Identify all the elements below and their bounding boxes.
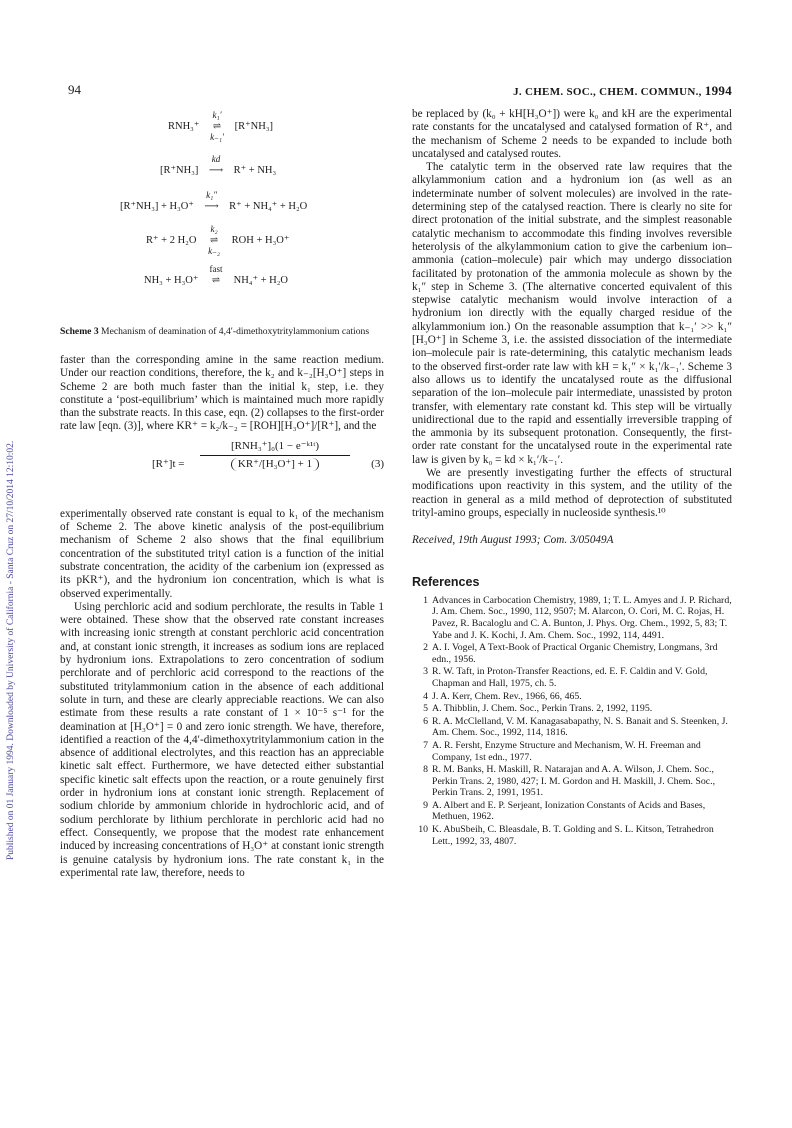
- equation-number: (3): [371, 457, 384, 470]
- reaction-1: [168, 110, 273, 142]
- reaction-2: [160, 154, 277, 177]
- reference-text: A. R. Fersht, Enzyme Structure and Mechanism, W. H. Freeman and Company, 1st edn., 1977.: [432, 739, 701, 763]
- reference-text: R. M. Banks, H. Maskill, R. Natarajan and A. A. Wilson, J. Chem. Soc., Perkin Trans. 2, 1980, 427; I. M. Gordon and H. Maskill, J. Chem. Soc., Perkin Trans. 2, 1991, 1951.: [432, 764, 716, 799]
- reaction-5: [144, 264, 288, 287]
- rate-constant: k₁′: [212, 110, 222, 120]
- rate-constant: k₁″: [206, 190, 217, 200]
- reference-text: R. A. McClelland, V. M. Kanagasabapathy, N. S. Banait and S. Steenken, J. Am. Chem. Soc., 1992, 114, 1816.: [432, 715, 728, 739]
- reference-number: 9: [423, 799, 428, 811]
- rate-constant: k₂: [210, 224, 218, 234]
- reference-text: J. A. Kerr, Chem. Rev., 1966, 66, 465.: [432, 690, 582, 702]
- reference-text: A. Thibblin, J. Chem. Soc., Perkin Trans. 2, 1992, 1195.: [432, 703, 653, 715]
- equation-numerator: [RNH₃⁺]₀(1 − e⁻ᵏ¹ᵗ): [200, 440, 350, 456]
- equation-denominator: [200, 456, 350, 471]
- reference-item: [412, 740, 732, 763]
- reference-text: Advances in Carbocation Chemistry, 1989, 1; T. L. Amyes and J. P. Richard, J. Am. Chem. Soc., 1990, 112, 9507; M. Alarcon, O. Cori, M. C. Rojas, H. Pavez, R. Bacaloglu and C. A. Bunton, J. Phys. Org. Chem., 1992, 5, 83; T. Yabe and J. K. Kochi, J. Am. Chem. Soc., 1992, 114, 4491.: [432, 594, 732, 641]
- reaction-4: [146, 224, 290, 256]
- forward-arrow: kd ⟶: [201, 164, 231, 177]
- scheme-caption: [60, 326, 384, 338]
- reference-text: A. I. Vogel, A Text-Book of Practical Organic Chemistry, Longmans, 3rd edn., 1956.: [432, 642, 718, 665]
- page-number: 94: [68, 82, 81, 97]
- reaction-4-product: ROH + H₃O⁺: [231, 235, 290, 246]
- reference-number: 3: [423, 666, 428, 678]
- references-heading: References: [412, 574, 480, 589]
- reference-number: 8: [423, 764, 428, 776]
- reference-item: [412, 703, 732, 715]
- equilibrium-arrow: k₁′ ⇌ k₋₁′: [202, 120, 232, 133]
- reference-item: [412, 764, 732, 799]
- reaction-4-reactant: R⁺ + 2 H₂O: [146, 235, 197, 246]
- forward-arrow: k₁″ ⟶: [197, 200, 227, 213]
- journal-title: J. CHEM. SOC., CHEM. COMMUN.,: [513, 86, 702, 98]
- reference-number: 4: [423, 690, 428, 702]
- reaction-1-product: [R⁺NH₃]: [234, 121, 273, 132]
- reference-item: [412, 691, 732, 703]
- left-paragraph-2: experimentally observed rate constant is equal to k₁ of the mechanism of Scheme 2. The above kinetic analysis of the post-equilibrium mechanism of Scheme 2 also shows that the final equilibrium concentration of the substituted trityl cation is a function of the initial substrate concentration, the acidity of the carbenium ion (expressed as its pKR⁺), and the hydronium ion concentration, which is what is observed experimentally.: [60, 507, 384, 600]
- reference-number: 5: [423, 703, 428, 715]
- left-paragraph-3: Using perchloric acid and sodium perchlorate, the results in Table 1 were obtained. These show that the observed rate constant increases with increasing ionic strength at constant perchloric acid concentration and, at constant ionic strength, it increases as sodium ions are replaced by hydronium ions. Extrapolations to zero concentration of sodium perchlorate and of perchloric acid correspond to the reactions of the substituted tritylammonium cation in the absence of each additional solute in turn, and these are clearly appreciable reactions. We can also estimate from these results a rate constant of 1 × 10⁻⁵ s⁻¹ for the deamination at [H₃O⁺] = 0 and zero ionic strength. We have, therefore, identified a reaction of the 4,4′-dimethoxytritylammonium cation in the absence of additional electrolytes, and this reaction has an appreciable kinetic salt effect. Furthermore, we have detected either substantial specific kinetic salt effects upon the reaction, or a route genuinely first order in hydronium ions at constant ionic strength. Replacement of sodium chloride by ammonium chloride in hydrochloric acid, and of sodium perchlorate by lithium perchlorate in perchloric acid had no effect. Consequently, we propose that the modest rate enhancement induced by increasing concentrations of H₃O⁺ at constant ionic strength is genuine catalysis by hydronium ions. The rate constant k₁ in the experimental rate law, therefore, needs to: [60, 600, 384, 879]
- reference-item: [412, 642, 732, 665]
- rate-constant: k₋₁′: [210, 132, 224, 142]
- equation-lhs: [R⁺]t =: [152, 457, 185, 470]
- caption-label: Scheme 3: [60, 326, 99, 337]
- reference-text: K. AbuSbeih, C. Bleasdale, B. T. Golding and S. L. Kitson, Tetrahedron Lett., 1992, 33, 4807.: [432, 824, 714, 847]
- reaction-2-product: R⁺ + NH₃: [233, 165, 277, 176]
- right-paragraph-1: be replaced by (k₀ + kH[H₃O⁺]) were k₀ and kH are the experimental rate constants for the uncatalysed and catalysed formation of R⁺, and the mechanism of Scheme 2 needs to be expanded to include both uncatalysed and catalysed routes.: [412, 108, 732, 160]
- right-paragraph-3: We are presently investigating further the effects of structural modifications upon reactivity in this system, and the utility of the reaction in general as a mild method of deprotection of substituted trityl-amino groups, especially in nucleoside synthesis.¹⁰: [412, 467, 732, 519]
- reference-item: [412, 595, 732, 641]
- caption-text: Mechanism of deamination of 4,4′-dimethoxytritylammonium cations: [101, 326, 370, 337]
- received-line: Received, 19th August 1993; Com. 3/05049A: [412, 534, 614, 547]
- equilibrium-arrow: k₂ ⇌ k₋₂: [199, 234, 229, 247]
- reference-item: [412, 800, 732, 823]
- scheme-3: [60, 108, 384, 320]
- reference-number: 7: [423, 739, 428, 751]
- reaction-3-product: R⁺ + NH₄⁺ + H₂O: [229, 201, 308, 212]
- reference-text: R. W. Taft, in Proton-Transfer Reactions, ed. E. F. Caldin and V. Gold, Chapman and Hall, 1975, ch. 5.: [432, 666, 708, 689]
- left-column: [60, 108, 384, 880]
- rate-constant: kd: [211, 154, 221, 164]
- left-paragraph-1: faster than the corresponding amine in the same reaction medium. Under our reaction conditions, therefore, the k₂ and k₋₂[H₃O⁺] steps in Scheme 2 are both much faster than the initial k₁ step, i.e. they constitute a ‘post-equilibrium’ which is maintained much more rapidly than the substrate reacts. In this case, eqn. (2) collapses to the first-order rate law [eqn. (3)], where KR⁺ = k₂/k₋₂ = [ROH][H₃O⁺]/[R⁺], and the: [60, 354, 384, 433]
- reference-text: A. Albert and E. P. Serjeant, Ionization Constants of Acids and Bases, Methuen, 1962.: [432, 799, 706, 823]
- reference-number: 6: [423, 715, 428, 727]
- equation-3: [60, 440, 384, 502]
- reaction-5-reactant: NH₃ + H₃O⁺: [144, 275, 199, 286]
- reference-number: 2: [423, 642, 428, 654]
- rate-constant: k₋₂: [208, 246, 220, 256]
- journal-header: [513, 83, 732, 99]
- reference-number: 10: [418, 824, 428, 836]
- reaction-3-reactant: [R⁺NH₃] + H₃O⁺: [120, 201, 194, 212]
- rate-label: fast: [209, 264, 223, 274]
- right-column: [412, 108, 732, 848]
- reference-item: [412, 716, 732, 739]
- reaction-2-reactant: [R⁺NH₃]: [160, 165, 199, 176]
- reference-number: 1: [423, 594, 428, 606]
- equilibrium-arrow: fast ⇌: [201, 274, 231, 287]
- equation-fraction: [200, 440, 350, 472]
- references-list: [412, 595, 732, 847]
- equation-denominator-text: KR⁺/[H₃O⁺] + 1: [231, 458, 319, 471]
- download-note[interactable]: Published on 01 January 1994. Downloaded by University of California - Santa Cruz on 27/10/2014 12:10:02.: [6, 440, 16, 860]
- reference-item: [412, 824, 732, 847]
- reaction-5-product: NH₄⁺ + H₂O: [233, 275, 288, 286]
- reaction-3: [120, 190, 308, 213]
- reaction-1-reactant: RNH₃⁺: [168, 121, 200, 132]
- reference-item: [412, 666, 732, 689]
- journal-year: 1994: [704, 83, 732, 98]
- right-paragraph-2: The catalytic term in the observed rate law requires that the alkylammonium cation and a hydronium ion (as well as an indeterminate number of solvent molecules) are involved in the rate-determining step of the catalysed reaction. There is clearly no site for direct protonation of the initial substrate, and the simplest reasonable catalytic mechanism to accommodate this finding involves reversible heterolysis of the alkylammonium cation to give the carbenium ion–ammonia (cation–molecule) pair which may undergo dissociation facilitated by protonation of the ammonia molecule as shown by the k₁″ step in Scheme 3. (The alternative concerted equivalent of this stepwise catalytic mechanism would involve interaction of a hydronium ion directly with the equally charged residue of the alkylammonium ion.) On the reasonable assumption that k₋₁′ >> k₁″[H₃O⁺] in Scheme 3, i.e. the assisted dissociation of the intermediate ion–molecule pair is rate-determining, this catalytic mechanism leads to the observed first-order rate law with kH = k₁″ × k₁′/k₋₁′. Scheme 3 also allows us to identify the uncatalysed route as the diffusional separation of the ion–molecule pair intermediate, unassisted by proton transfer, with elementary rate constant kd. This step will be virtually unidirectional due to the rapid and essentially irreversible trapping of the ammonia by its subsequent protonation. Consequently, the first-order rate constant for the uncatalysed route in the experimental rate law is given by k₀ = kd × k₁′/k₋₁′.: [412, 161, 732, 466]
